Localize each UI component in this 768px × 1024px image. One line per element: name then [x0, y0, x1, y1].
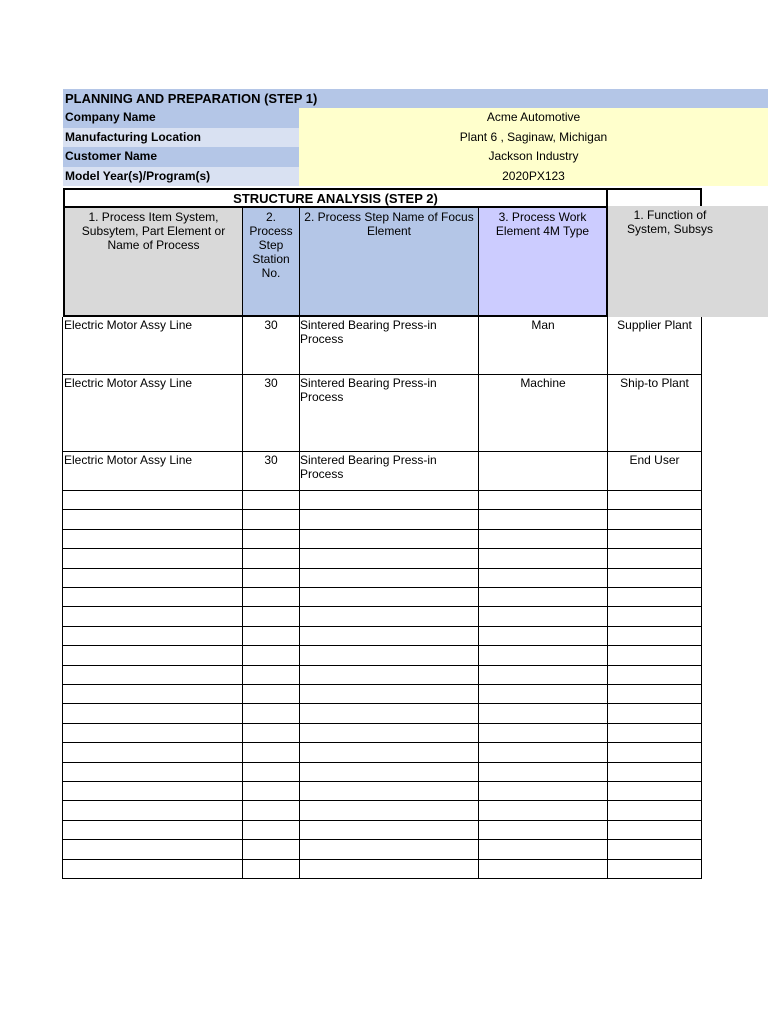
row-line — [62, 490, 702, 491]
row-line — [62, 587, 702, 588]
table-row-2-function[interactable]: Ship-to Plant — [620, 376, 689, 390]
row-line — [62, 374, 702, 375]
table-row-1-station[interactable]: 30 — [264, 318, 278, 332]
row-line — [62, 626, 702, 627]
table-row-3-step[interactable]: Sintered Bearing Press-in Process — [300, 453, 437, 481]
row-line — [62, 645, 702, 646]
grid-line-right — [701, 317, 702, 879]
row-line — [62, 548, 702, 549]
row-line — [62, 529, 702, 530]
row-line — [62, 820, 702, 821]
row-line — [62, 665, 702, 666]
row-line — [62, 509, 702, 510]
customer-name-value[interactable]: Jackson Industry — [488, 149, 579, 163]
header-station-no-text: 2. Process Step Station No. — [249, 210, 293, 280]
table-row-1-function[interactable]: Supplier Plant — [617, 318, 692, 332]
manufacturing-location-label-text: Manufacturing Location — [65, 130, 201, 144]
row-line — [62, 878, 702, 879]
table-row-1-type[interactable]: Man — [531, 318, 555, 332]
row-line — [62, 684, 702, 685]
customer-name-label — [63, 147, 299, 167]
table-row-2-step[interactable]: Sintered Bearing Press-in Process — [300, 376, 437, 404]
planning-title: PLANNING AND PREPARATION (STEP 1) — [65, 91, 318, 106]
grid-line-col2 — [242, 317, 243, 879]
model-year-label — [63, 167, 299, 186]
row-line — [62, 742, 702, 743]
table-row-3-item[interactable]: Electric Motor Assy Line — [64, 453, 193, 467]
structure-title — [63, 188, 608, 206]
header-function-text: 1. Function of System, Subsys — [626, 208, 714, 236]
row-line — [62, 606, 702, 607]
table-row-3-type[interactable] — [479, 453, 607, 471]
row-line — [62, 781, 702, 782]
grid-line-col5 — [607, 317, 608, 879]
row-line — [62, 800, 702, 801]
company-name-label-text: Company Name — [65, 110, 156, 124]
function-title-blank — [606, 188, 702, 206]
table-row-1-step[interactable]: Sintered Bearing Press-in Process — [300, 318, 437, 346]
table-row-2-station[interactable]: 30 — [264, 376, 278, 390]
header-step-name-text: 2. Process Step Name of Focus Element — [304, 210, 474, 238]
header-4m-type-text: 3. Process Work Element 4M Type — [495, 210, 590, 238]
row-line — [62, 723, 702, 724]
table-row-3-station[interactable]: 30 — [264, 453, 278, 467]
table-row-2-type[interactable]: Machine — [520, 376, 566, 390]
grid-line-col4 — [478, 317, 479, 879]
company-name-label — [63, 108, 299, 128]
header-function — [608, 206, 768, 317]
grid-line-left — [62, 317, 63, 879]
header-process-item-text: 1. Process Item System, Subsytem, Part Element or Name of Process — [81, 210, 226, 252]
model-year-label-text: Model Year(s)/Program(s) — [65, 169, 211, 183]
table-row-1-item[interactable]: Electric Motor Assy Line — [64, 318, 193, 332]
row-line — [62, 451, 702, 452]
header-4m-type — [478, 206, 608, 317]
row-line — [62, 703, 702, 704]
planning-title-bar — [63, 89, 768, 108]
header-process-item — [63, 206, 242, 317]
row-line — [62, 568, 702, 569]
header-station-no — [242, 206, 299, 317]
structure-title-text: STRUCTURE ANALYSIS (STEP 2) — [233, 191, 438, 206]
row-line — [62, 762, 702, 763]
table-row-2-item[interactable]: Electric Motor Assy Line — [64, 376, 193, 390]
company-name-value[interactable]: Acme Automotive — [486, 110, 581, 124]
header-step-name — [299, 206, 478, 317]
customer-name-label-text: Customer Name — [65, 149, 158, 163]
table-row-3-function[interactable]: End User — [629, 453, 680, 467]
manufacturing-location-value[interactable]: Plant 6 , Saginaw, Michigan — [459, 130, 608, 144]
model-year-value[interactable]: 2020PX123 — [502, 169, 565, 183]
row-line — [62, 859, 702, 860]
row-line — [62, 839, 702, 840]
manufacturing-location-label — [63, 128, 299, 147]
